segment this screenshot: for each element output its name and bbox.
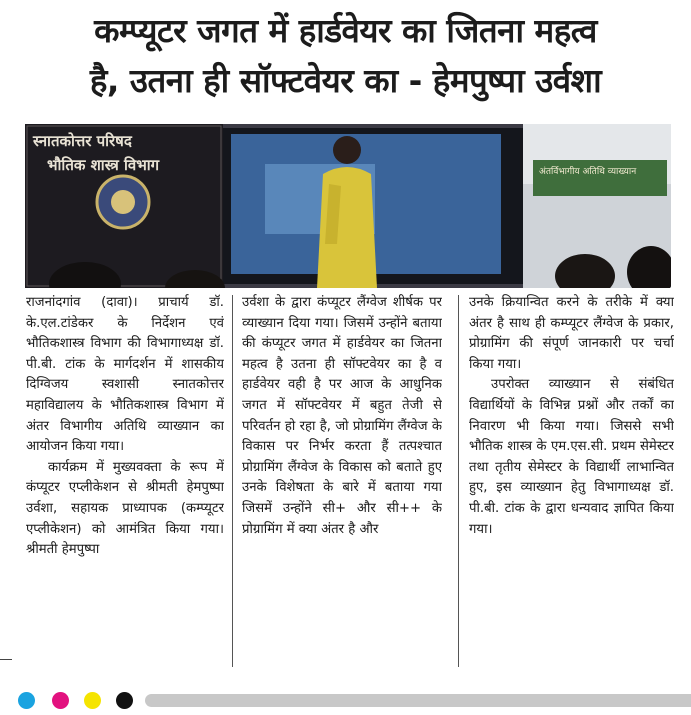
headline (0, 6, 691, 106)
crop-mark (0, 659, 12, 660)
article-paragraph: उपरोक्त व्याख्यान से संबंधित विद्यार्थियों के विभिन्न प्रश्नों और तर्कों का निवारण भी किया गया। जिससे सभी भौतिक शास्त्र के एम.एस.सी. प्रथम सेमेस्टर तथा तृतीय सेमेस्टर के विद्यार्थी लाभान्वित हुए, इस व्याख्यान हेतु विभागाध्यक्ष डॉ. पी.बी. टांक के द्वारा धन्यवाद ज्ञापित किया गया। (469, 377, 674, 537)
event-photo (25, 124, 671, 288)
black-dot-icon (116, 692, 133, 709)
yellow-dot-icon (84, 692, 101, 709)
print-color-bar (145, 694, 691, 707)
article-paragraph: कार्यक्रम में मुख्यवक्ता के रूप में कंप्यूटर एप्लीकेशन से श्रीमती हेमपुष्पा उर्वशा, सहायक प्राध्यापक (कम्प्यूटर एप्लीकेशन) को आमंत्रित किया गया। श्रीमती हेमपुष्पा (26, 459, 224, 558)
article-paragraph: उर्वशा के द्वारा कंप्यूटर लैंग्वेज शीर्षक पर व्याख्यान दिया गया। जिसमें उन्होंने बताया की कंप्यूटर जगत में हार्डवेयर का जितना महत्व है उतना ही सॉफ्टवेयर का है व हार्डवेयर वही है पर आज के आधुनिक जगत में सॉफ्टवेयर में बहुत तेजी से परिवर्तन हो रहा है, जो प्रोग्रामिंग लैंग्वेज के विकास पर निर्भर करता हैं तत्पश्चात प्रोग्रामिंग लैंग्वेज के विकास को बताते हुए उनके विशेषता के बारे में बताया गया जिसमें उन्होंने सी+ और सी++ के प्रोग्रामिंग में क्या अंतर है और (242, 295, 442, 537)
article-column-1 (26, 293, 224, 671)
cyan-dot-icon (18, 692, 35, 709)
banner-left-line-2: भौतिक शास्त्र विभाग (47, 156, 160, 174)
article-paragraph: राजनांदगांव (दावा)। प्राचार्य डॉ. के.एल.टांडेकर के निर्देशन एवं भौतिकशास्त्र विभाग की विभागाध्यक्ष डॉ. पी.बी. टांक के मार्गदर्शन में शासकीय दिग्विजय स्वशासी स्नातकोत्तर महाविद्यालय के भौतिकशास्त्र विभाग में अंतर विभागीय अतिथि व्याख्यान का आयोजन किया गया। (26, 295, 224, 455)
article-column-2 (242, 293, 442, 671)
headline-line-1: कम्प्यूटर जगत में हार्डवेयर का जितना महत्व (94, 11, 597, 50)
article-body (26, 293, 674, 671)
magenta-dot-icon (52, 692, 69, 709)
speaker-head (333, 136, 361, 164)
banner-left-line-1: स्नातकोत्तर परिषद (33, 132, 132, 150)
headline-line-2: है, उतना ही सॉफ्टवेयर का - हेमपुष्पा उर्वशा (89, 61, 602, 100)
banner-right: अंतर्विभागीय अतिथि व्याख्यान (539, 167, 637, 177)
article-column-3 (469, 293, 674, 671)
article-paragraph: उनके क्रियान्वित करने के तरीके में क्या अंतर है साथ ही कम्प्यूटर लैंग्वेज के प्रकार, प्रोग्रामिंग की संपूर्ण जानकारी पर चर्चा किया गया। (469, 295, 674, 372)
